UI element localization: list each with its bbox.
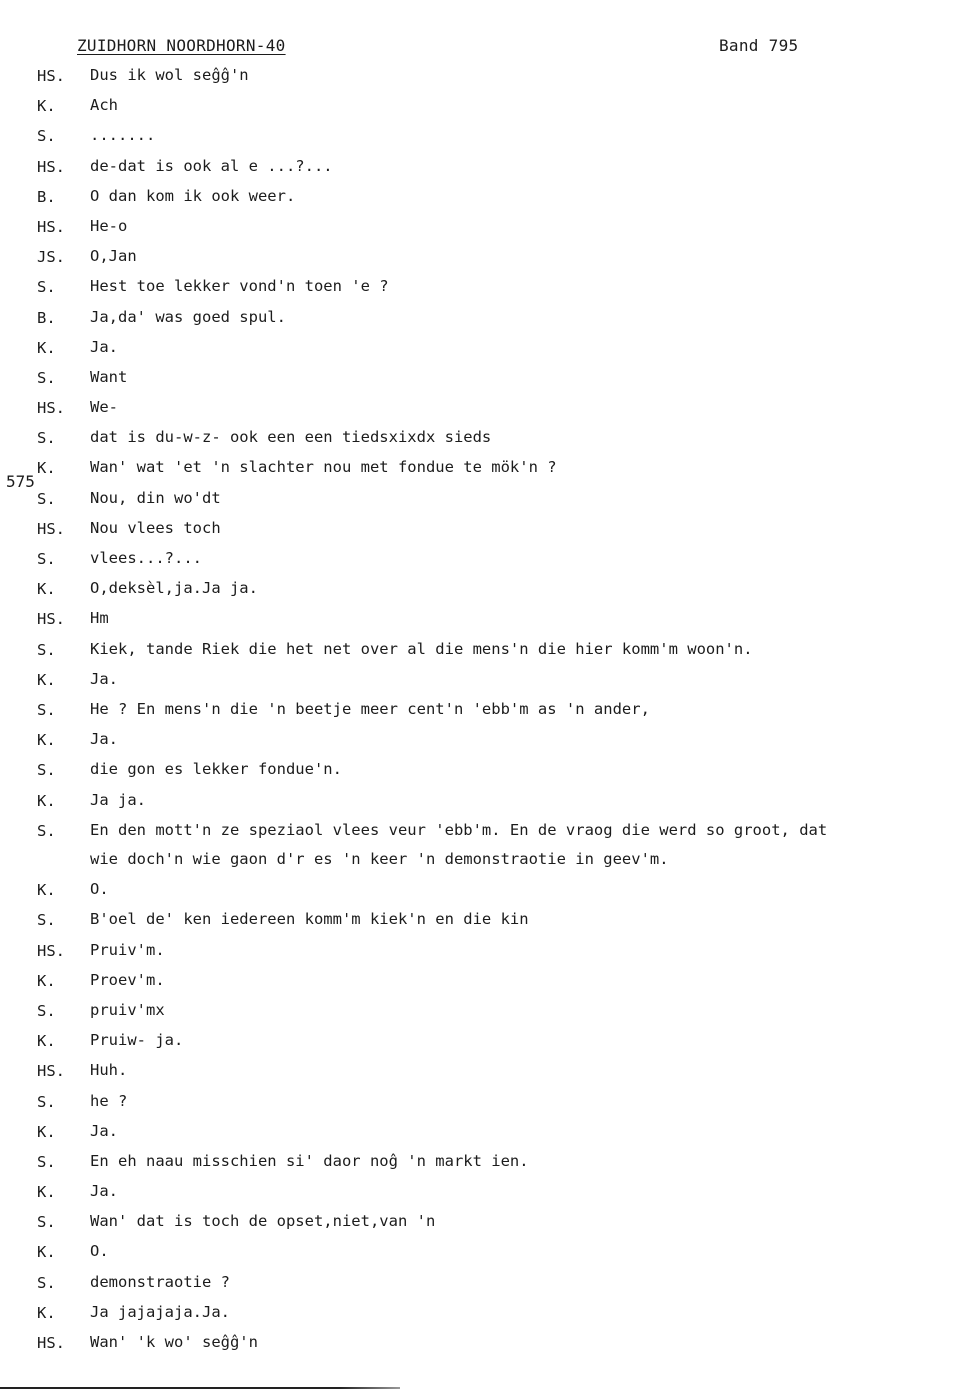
speaker-label: K. [37,459,56,478]
speaker-label: S. [37,911,56,930]
speaker-label: S. [37,550,56,568]
speaker-label: HS. [37,941,65,960]
utterance-text: Ja. [90,1121,118,1140]
utterance-text: die gon es lekker fondue'n. [90,760,342,779]
utterance-text: Ja. [90,730,118,749]
transcript-line [0,939,973,969]
utterance-text: Ja. [90,337,118,356]
transcript-line [0,638,973,668]
transcript-line [0,155,973,185]
transcript-line [0,1090,973,1120]
transcript-line [0,1271,973,1301]
speaker-label: K. [37,731,56,750]
transcript-line [0,607,973,637]
transcript-line [0,306,973,336]
speaker-label: K. [37,1122,56,1141]
transcript-line [0,487,973,517]
utterance-text: We- [90,398,118,417]
transcript-line [0,1180,973,1210]
location-header-text: ZUIDHORN NOORDHORN-40 [77,36,286,55]
utterance-text: Ja ja. [90,790,146,809]
utterance-text: He-o [90,216,128,235]
speaker-label: S. [37,429,56,448]
transcript-line [0,728,973,758]
transcript-line [0,1301,973,1331]
tape-number: Band 795 [719,36,799,55]
speaker-label: HS. [37,399,65,418]
transcript-line [0,969,973,999]
transcript-line [0,1120,973,1150]
utterance-text: dat is du-w-z- ook een een tiedsxixdx sieds [90,428,492,447]
utterance-text: Want [90,367,128,386]
transcript-line [0,577,973,607]
speaker-label: B. [37,308,56,327]
speaker-label: S. [37,368,56,387]
speaker-label: S. [37,1273,56,1292]
transcript-line [0,758,973,788]
speaker-label: HS. [37,1062,65,1081]
utterance-text: Hm [90,609,109,628]
speaker-label: S. [37,640,56,659]
transcript-line [0,275,973,305]
utterance-text: O,Jan [90,247,137,266]
utterance-text: Pruiw- ja. [90,1031,184,1050]
location-header [77,36,286,55]
transcript-line [0,64,973,94]
utterance-text: de-dat is ook al e ...?... [90,156,333,175]
transcript-line [0,668,973,698]
transcript-line [0,878,973,908]
transcript-line [0,1150,973,1180]
speaker-label: HS. [37,519,65,538]
transcript-line [0,245,973,275]
utterance-text: vlees...?... [90,549,202,567]
transcript-line [0,819,973,879]
transcript-line [0,547,973,577]
utterance-text: ....... [90,126,156,145]
speaker-label: JS. [37,248,65,267]
utterance-text: Dus ik wol seĝĝ'n [90,66,249,84]
transcript-line [0,94,973,124]
utterance-text: Kiek, tande Riek die het net over al die mens'n die hier komm'm woon'n. [90,639,753,658]
utterance-text: O dan kom ik ook weer. [90,186,296,205]
transcript-line [0,517,973,547]
utterance-text: Nou vlees toch [90,518,221,537]
speaker-label: HS. [37,217,65,236]
speaker-label: S. [37,761,56,780]
transcript-line [0,789,973,819]
transcript-line [0,456,973,486]
utterance-text: He ? En mens'n die 'n beetje meer cent'n 'ebb'm as 'n ander, [90,699,650,718]
speaker-label: S. [37,278,56,297]
utterance-text: Hest toe lekker vond'n toen 'e ? [90,277,389,296]
transcript-line [0,1029,973,1059]
transcript-line [0,1059,973,1089]
transcript-line [0,185,973,215]
transcript-line [0,124,973,154]
transcript-line [0,215,973,245]
utterance-text: O,deksèl,ja.Ja ja. [90,579,258,598]
utterance-text: O. [90,1242,109,1261]
transcript-line [0,366,973,396]
utterance-text: B'oel de' ken iedereen komm'm kiek'n en die kin [90,910,529,929]
speaker-label: HS. [37,1334,65,1352]
utterance-text: Ja. [90,669,118,688]
utterance-text: Proev'm. [90,970,165,989]
utterance-text: Ach [90,96,118,115]
utterance-text: demonstraotie ? [90,1272,230,1291]
utterance-text: Pruiv'm. [90,940,165,959]
speaker-label: HS. [37,157,65,176]
transcript-line [0,999,973,1029]
speaker-label: K. [37,971,56,990]
speaker-label: S. [37,1152,56,1171]
speaker-label: S. [37,127,56,146]
utterance-text: Ja. [90,1182,118,1201]
speaker-label: K. [37,97,56,116]
speaker-label: K. [37,338,56,357]
utterance-text: Ja jajajaja.Ja. [90,1302,230,1321]
speaker-label: K. [37,1303,56,1322]
utterance-text: Huh. [90,1061,128,1080]
speaker-label: S. [37,821,56,840]
speaker-label: K. [37,580,56,599]
speaker-label: S. [37,1092,56,1111]
speaker-label: S. [37,489,56,508]
transcript-line [0,1210,973,1240]
speaker-label: HS. [37,67,65,85]
speaker-label: S. [37,700,56,719]
speaker-label: K. [37,1032,56,1051]
transcript-line [0,336,973,366]
transcript-line [0,1331,973,1361]
utterance-text: Nou, din wo'dt [90,488,221,507]
utterance-text: O. [90,880,109,899]
margin-counter: 575 [6,472,35,491]
utterance-text: Wan' wat 'et 'n slachter nou met fondue te mök'n ? [90,458,557,477]
speaker-label: K. [37,791,56,810]
speaker-label: HS. [37,610,65,629]
utterance-text: pruiv'mx [90,1000,165,1019]
speaker-label: K. [37,1243,56,1262]
speaker-label: K. [37,881,56,900]
transcript-line [0,396,973,426]
speaker-label: K. [37,1183,56,1202]
speaker-label: S. [37,1001,56,1020]
speaker-label: K. [37,670,56,689]
speaker-label: S. [37,1213,56,1232]
transcript-line [0,426,973,456]
speaker-label: B. [37,187,56,206]
utterance-text: Wan' 'k wo' seĝĝ'n [90,1333,258,1351]
utterance-text: En eh naau misschien si' daor noĝ 'n markt ien. [90,1151,529,1170]
bottom-rule [0,1387,400,1389]
transcript-line [0,698,973,728]
utterance-text: he ? [90,1091,128,1110]
transcript-lines [0,64,973,1361]
utterance-text: Ja,da' was goed spul. [90,307,286,326]
transcript-line [0,1240,973,1270]
utterance-text: Wan' dat is toch de opset,niet,van 'n [90,1212,436,1231]
utterance-text: En den mott'n ze speziaol vlees veur 'ebb'm. En de vraog die werd so groot, dat wie doch'n wie gaon d'r es 'n keer 'n demonstraotie in geev'm. [90,820,828,869]
transcript-line [0,908,973,938]
